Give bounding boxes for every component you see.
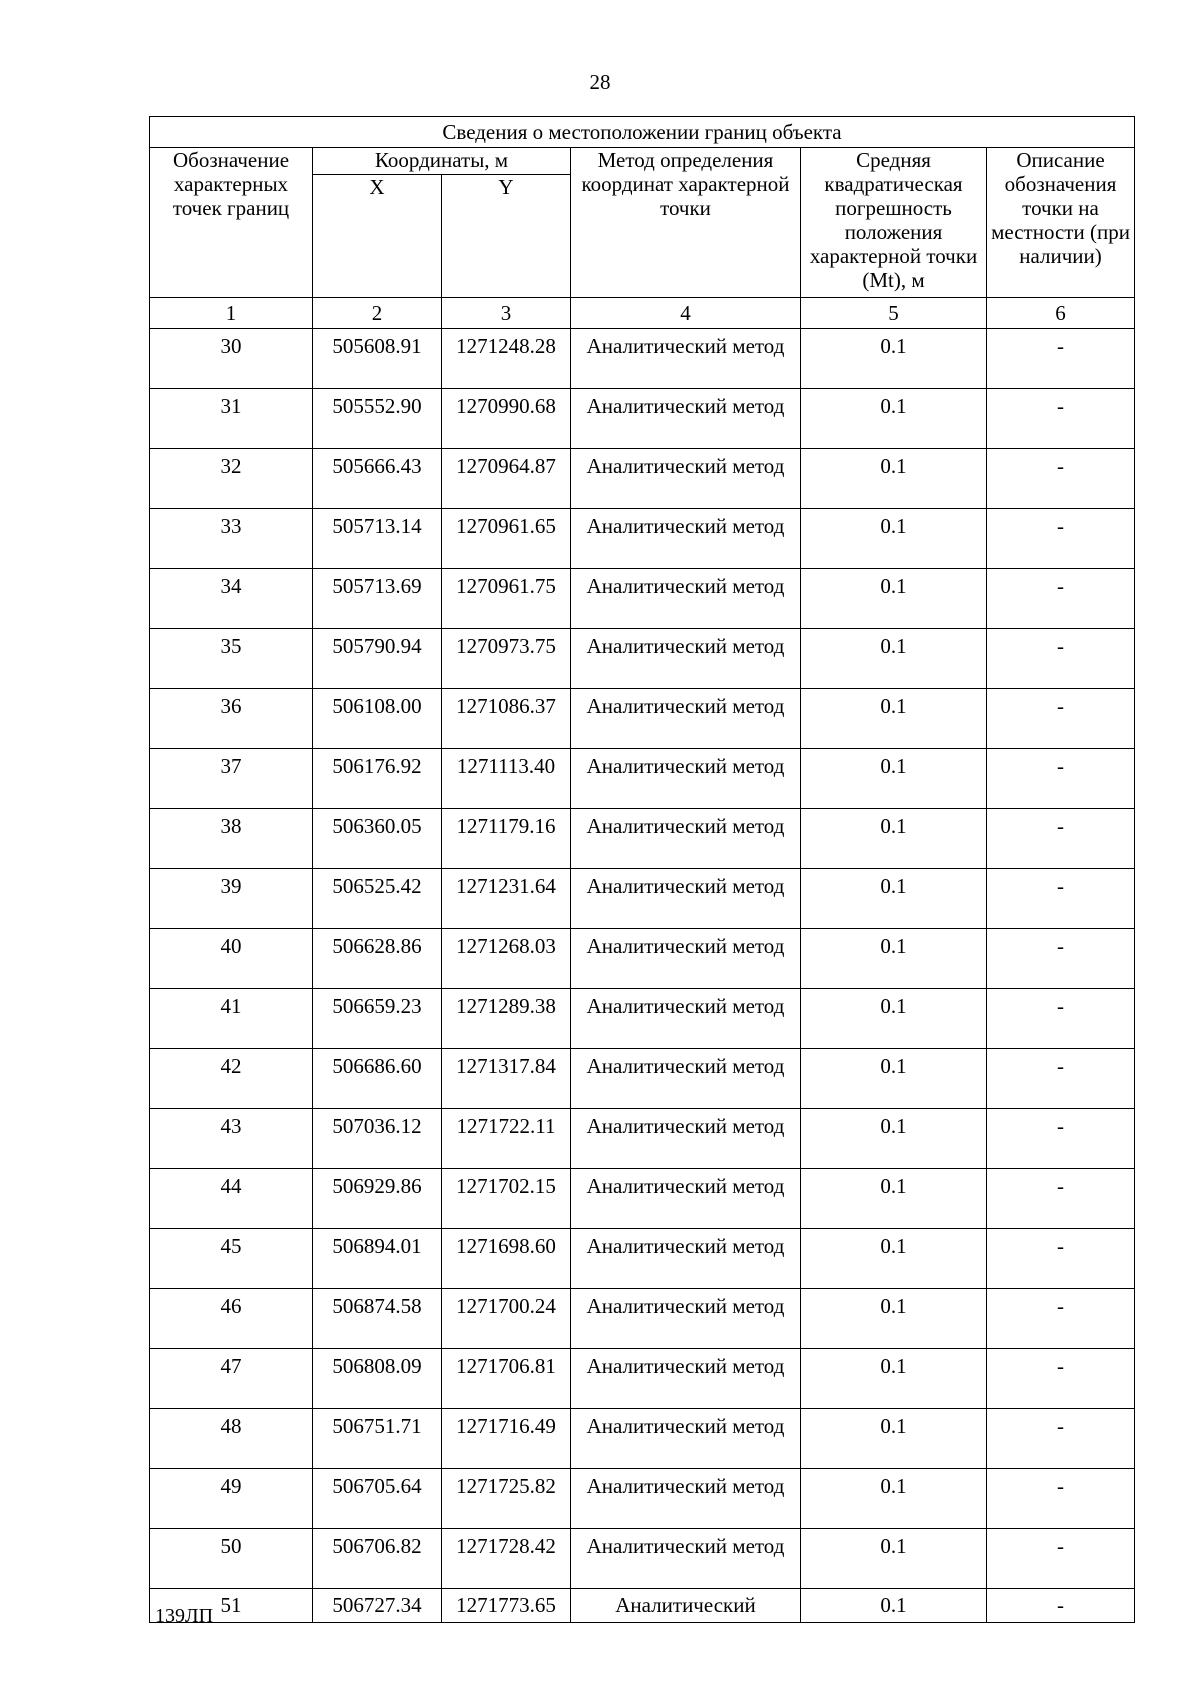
x-coordinate-cell: 506628.86 <box>313 929 442 989</box>
point-id-cell: 38 <box>150 809 313 869</box>
error-cell: 0.1 <box>801 809 987 869</box>
y-coordinate-cell: 1271722.11 <box>442 1109 571 1169</box>
y-coordinate-cell: 1271231.64 <box>442 869 571 929</box>
description-cell: - <box>987 1589 1135 1623</box>
description-cell: - <box>987 389 1135 449</box>
table-row <box>150 629 1135 689</box>
table-row <box>150 569 1135 629</box>
error-cell: 0.1 <box>801 1049 987 1109</box>
table-row <box>150 1169 1135 1229</box>
description-cell: - <box>987 1409 1135 1469</box>
description-cell: - <box>987 569 1135 629</box>
x-coordinate-cell: 506706.82 <box>313 1529 442 1589</box>
header-point: Обозначение характерных точек границ <box>150 148 313 298</box>
y-coordinate-cell: 1271728.42 <box>442 1529 571 1589</box>
point-id-cell: 33 <box>150 509 313 569</box>
method-cell: Аналитический метод <box>571 1109 801 1169</box>
x-coordinate-cell: 506874.58 <box>313 1289 442 1349</box>
point-id-cell: 40 <box>150 929 313 989</box>
error-cell: 0.1 <box>801 629 987 689</box>
y-coordinate-cell: 1271716.49 <box>442 1409 571 1469</box>
y-coordinate-cell: 1271317.84 <box>442 1049 571 1109</box>
error-cell: 0.1 <box>801 929 987 989</box>
description-cell: - <box>987 449 1135 509</box>
error-cell: 0.1 <box>801 329 987 389</box>
x-coordinate-cell: 506808.09 <box>313 1349 442 1409</box>
error-cell: 0.1 <box>801 569 987 629</box>
column-number: 4 <box>571 298 801 329</box>
y-coordinate-cell: 1271248.28 <box>442 329 571 389</box>
table-row <box>150 689 1135 749</box>
table-row <box>150 1109 1135 1169</box>
column-number: 6 <box>987 298 1135 329</box>
point-id-cell: 46 <box>150 1289 313 1349</box>
error-cell: 0.1 <box>801 1589 987 1623</box>
description-cell: - <box>987 1469 1135 1529</box>
error-cell: 0.1 <box>801 869 987 929</box>
x-coordinate-cell: 506659.23 <box>313 989 442 1049</box>
point-id-cell: 37 <box>150 749 313 809</box>
point-id-cell: 35 <box>150 629 313 689</box>
y-coordinate-cell: 1271289.38 <box>442 989 571 1049</box>
error-cell: 0.1 <box>801 1349 987 1409</box>
table-row <box>150 1469 1135 1529</box>
method-cell: Аналитический метод <box>571 989 801 1049</box>
y-coordinate-cell: 1271700.24 <box>442 1289 571 1349</box>
table-row <box>150 1409 1135 1469</box>
point-id-cell: 45 <box>150 1229 313 1289</box>
error-cell: 0.1 <box>801 689 987 749</box>
method-cell: Аналитический метод <box>571 1049 801 1109</box>
header-method: Метод определения координат характерной точки <box>571 148 801 298</box>
x-coordinate-cell: 506894.01 <box>313 1229 442 1289</box>
x-coordinate-cell: 506686.60 <box>313 1049 442 1109</box>
description-cell: - <box>987 1109 1135 1169</box>
description-cell: - <box>987 929 1135 989</box>
y-coordinate-cell: 1271725.82 <box>442 1469 571 1529</box>
y-coordinate-cell: 1271179.16 <box>442 809 571 869</box>
description-cell: - <box>987 689 1135 749</box>
point-id-cell: 39 <box>150 869 313 929</box>
method-cell: Аналитический метод <box>571 869 801 929</box>
column-number: 5 <box>801 298 987 329</box>
table-row <box>150 509 1135 569</box>
header-error: Средняя квадратическая погрешность положения характерной точки (Mt), м <box>801 148 987 298</box>
error-cell: 0.1 <box>801 1529 987 1589</box>
method-cell: Аналитический метод <box>571 449 801 509</box>
y-coordinate-cell: 1270961.75 <box>442 569 571 629</box>
method-cell: Аналитический метод <box>571 1289 801 1349</box>
x-coordinate-cell: 506727.34 <box>313 1589 442 1623</box>
description-cell: - <box>987 1349 1135 1409</box>
table-row <box>150 1049 1135 1109</box>
description-cell: - <box>987 809 1135 869</box>
x-coordinate-cell: 506525.42 <box>313 869 442 929</box>
header-x: X <box>313 175 442 298</box>
x-coordinate-cell: 506751.71 <box>313 1409 442 1469</box>
y-coordinate-cell: 1271706.81 <box>442 1349 571 1409</box>
method-cell: Аналитический метод <box>571 1469 801 1529</box>
point-id-cell: 36 <box>150 689 313 749</box>
error-cell: 0.1 <box>801 1469 987 1529</box>
description-cell: - <box>987 1169 1135 1229</box>
error-cell: 0.1 <box>801 1169 987 1229</box>
description-cell: - <box>987 1289 1135 1349</box>
method-cell: Аналитический <box>571 1589 801 1623</box>
table-row <box>150 749 1135 809</box>
table-row <box>150 1289 1135 1349</box>
x-coordinate-cell: 505666.43 <box>313 449 442 509</box>
method-cell: Аналитический метод <box>571 809 801 869</box>
table-row <box>150 1349 1135 1409</box>
footer-code: 139ЛП <box>155 1605 214 1627</box>
error-cell: 0.1 <box>801 509 987 569</box>
method-cell: Аналитический метод <box>571 749 801 809</box>
method-cell: Аналитический метод <box>571 329 801 389</box>
method-cell: Аналитический метод <box>571 1529 801 1589</box>
table-row <box>150 1529 1135 1589</box>
method-cell: Аналитический метод <box>571 1229 801 1289</box>
table-row <box>150 1229 1135 1289</box>
x-coordinate-cell: 506360.05 <box>313 809 442 869</box>
column-number: 3 <box>442 298 571 329</box>
x-coordinate-cell: 506929.86 <box>313 1169 442 1229</box>
y-coordinate-cell: 1271773.65 <box>442 1589 571 1623</box>
error-cell: 0.1 <box>801 1229 987 1289</box>
table-row <box>150 449 1135 509</box>
point-id-cell: 30 <box>150 329 313 389</box>
y-coordinate-cell: 1270964.87 <box>442 449 571 509</box>
point-id-cell: 47 <box>150 1349 313 1409</box>
description-cell: - <box>987 1049 1135 1109</box>
x-coordinate-cell: 506176.92 <box>313 749 442 809</box>
description-cell: - <box>987 749 1135 809</box>
header-coords: Координаты, м <box>313 148 571 175</box>
error-cell: 0.1 <box>801 449 987 509</box>
x-coordinate-cell: 506705.64 <box>313 1469 442 1529</box>
x-coordinate-cell: 505713.69 <box>313 569 442 629</box>
x-coordinate-cell: 505713.14 <box>313 509 442 569</box>
description-cell: - <box>987 869 1135 929</box>
method-cell: Аналитический метод <box>571 389 801 449</box>
error-cell: 0.1 <box>801 389 987 449</box>
point-id-cell: 48 <box>150 1409 313 1469</box>
error-cell: 0.1 <box>801 1409 987 1469</box>
description-cell: - <box>987 989 1135 1049</box>
boundary-points-table <box>149 116 1135 1623</box>
point-id-cell: 44 <box>150 1169 313 1229</box>
table-title: Сведения о местоположении границ объекта <box>150 117 1135 148</box>
x-coordinate-cell: 506108.00 <box>313 689 442 749</box>
description-cell: - <box>987 1529 1135 1589</box>
description-cell: - <box>987 1229 1135 1289</box>
point-id-cell: 41 <box>150 989 313 1049</box>
method-cell: Аналитический метод <box>571 1349 801 1409</box>
y-coordinate-cell: 1271702.15 <box>442 1169 571 1229</box>
table-body <box>150 329 1135 1623</box>
table-row <box>150 809 1135 869</box>
point-id-cell: 50 <box>150 1529 313 1589</box>
x-coordinate-cell: 505552.90 <box>313 389 442 449</box>
y-coordinate-cell: 1270973.75 <box>442 629 571 689</box>
y-coordinate-cell: 1270990.68 <box>442 389 571 449</box>
method-cell: Аналитический метод <box>571 509 801 569</box>
method-cell: Аналитический метод <box>571 1409 801 1469</box>
error-cell: 0.1 <box>801 989 987 1049</box>
table-row <box>150 1589 1135 1623</box>
method-cell: Аналитический метод <box>571 569 801 629</box>
table-row <box>150 389 1135 449</box>
point-id-cell: 51 <box>150 1589 313 1623</box>
point-id-cell: 34 <box>150 569 313 629</box>
header-y: Y <box>442 175 571 298</box>
description-cell: - <box>987 329 1135 389</box>
page-number: 28 <box>589 70 611 94</box>
error-cell: 0.1 <box>801 1289 987 1349</box>
column-number: 2 <box>313 298 442 329</box>
method-cell: Аналитический метод <box>571 689 801 749</box>
method-cell: Аналитический метод <box>571 1169 801 1229</box>
method-cell: Аналитический метод <box>571 629 801 689</box>
error-cell: 0.1 <box>801 749 987 809</box>
y-coordinate-cell: 1271698.60 <box>442 1229 571 1289</box>
point-id-cell: 43 <box>150 1109 313 1169</box>
method-cell: Аналитический метод <box>571 929 801 989</box>
point-id-cell: 32 <box>150 449 313 509</box>
y-coordinate-cell: 1271113.40 <box>442 749 571 809</box>
table-row <box>150 989 1135 1049</box>
y-coordinate-cell: 1270961.65 <box>442 509 571 569</box>
table-row <box>150 869 1135 929</box>
x-coordinate-cell: 505608.91 <box>313 329 442 389</box>
y-coordinate-cell: 1271268.03 <box>442 929 571 989</box>
table-row <box>150 929 1135 989</box>
table-row <box>150 329 1135 389</box>
point-id-cell: 49 <box>150 1469 313 1529</box>
error-cell: 0.1 <box>801 1109 987 1169</box>
point-id-cell: 42 <box>150 1049 313 1109</box>
header-description: Описание обозначения точки на местности (при наличии) <box>987 148 1135 298</box>
x-coordinate-cell: 505790.94 <box>313 629 442 689</box>
point-id-cell: 31 <box>150 389 313 449</box>
x-coordinate-cell: 507036.12 <box>313 1109 442 1169</box>
description-cell: - <box>987 629 1135 689</box>
description-cell: - <box>987 509 1135 569</box>
y-coordinate-cell: 1271086.37 <box>442 689 571 749</box>
column-number: 1 <box>150 298 313 329</box>
